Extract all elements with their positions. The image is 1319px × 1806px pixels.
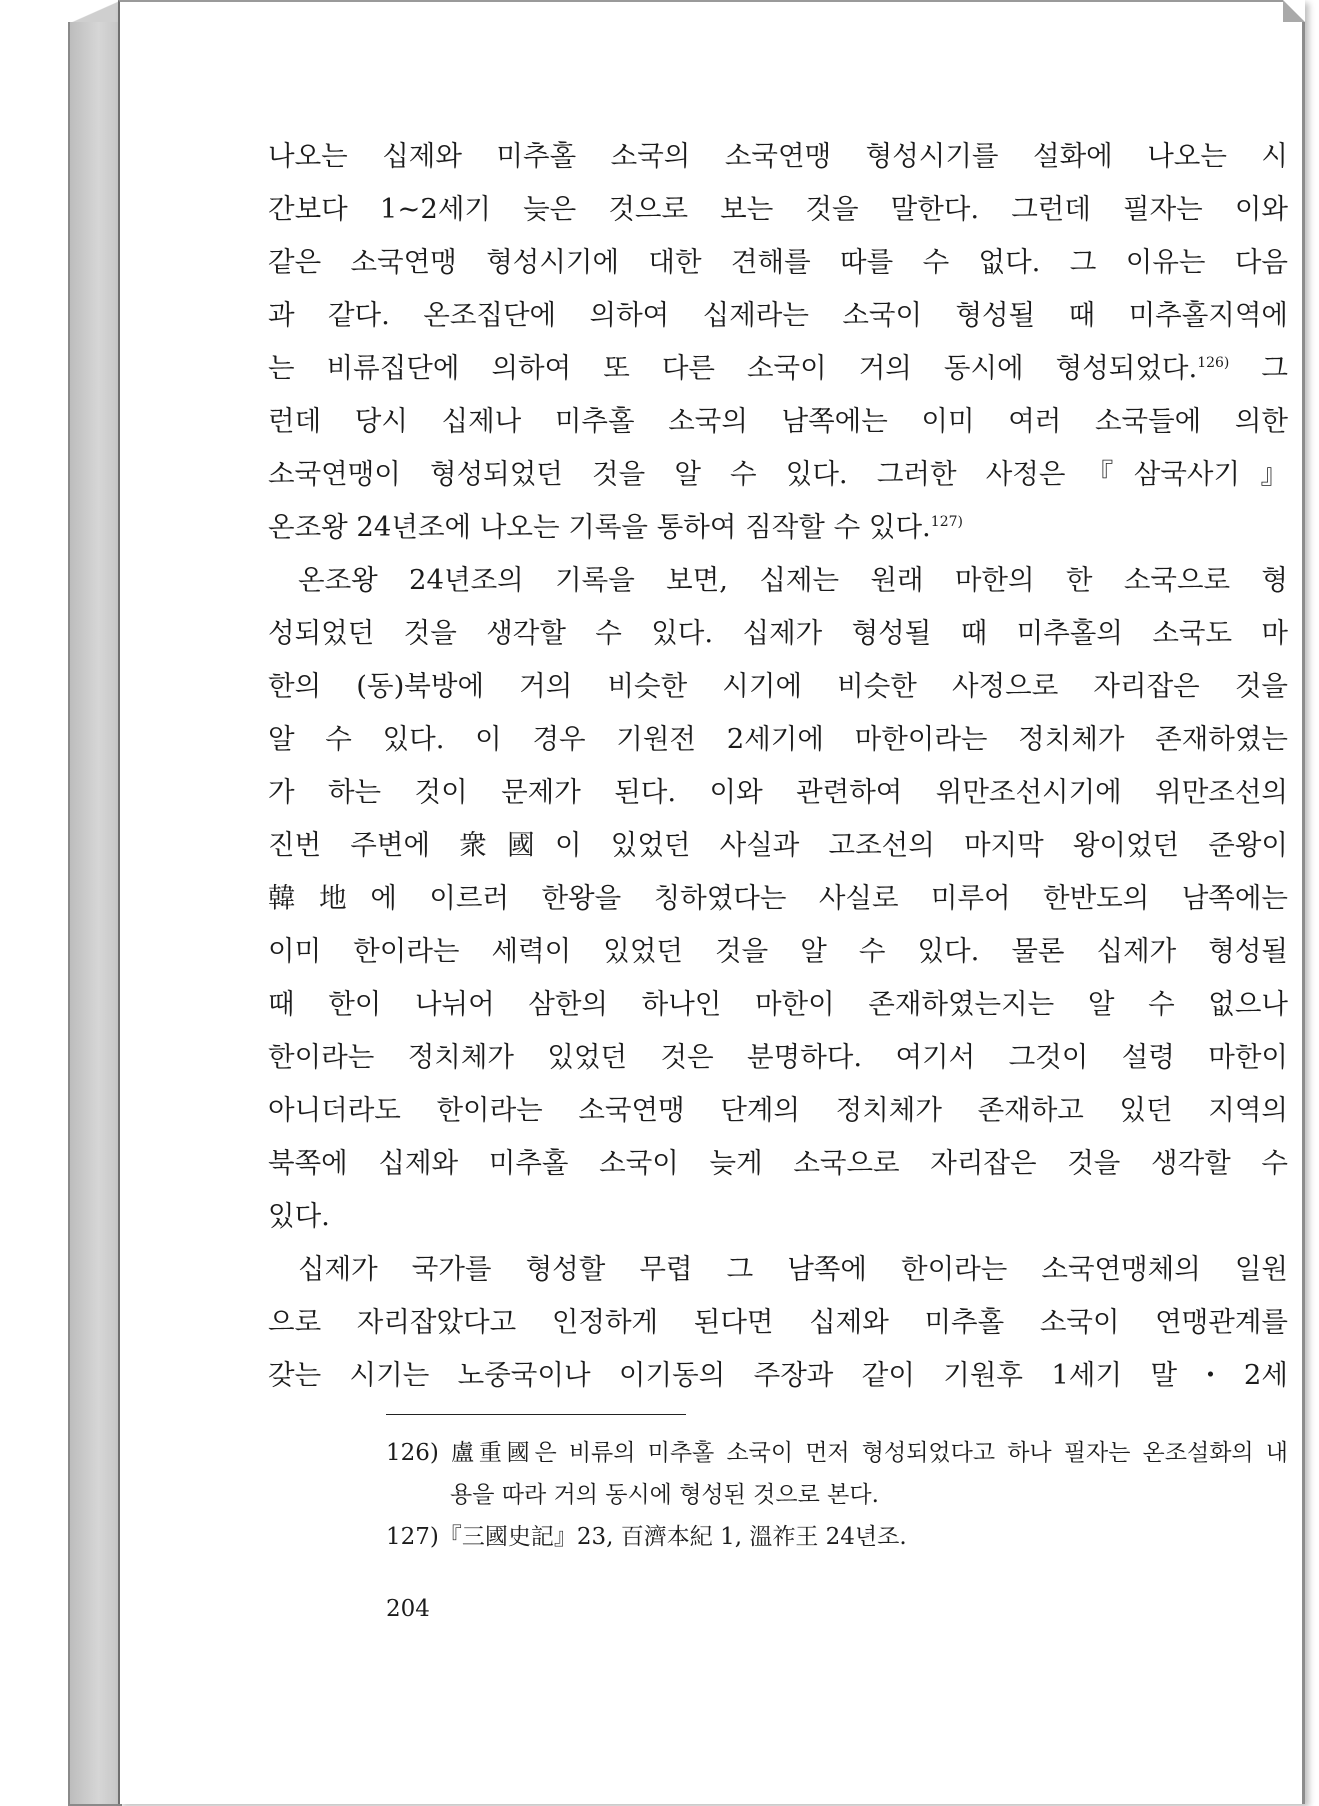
footnote-text: 『三國史記』23, 百濟本紀 1, 溫祚王 24년조.: [438, 1524, 907, 1550]
text-line: 런데 당시 십제나 미추홀 소국의 남쪽에는 이미 여러 소국들에 의한: [268, 405, 1288, 437]
footnote-ref-127[interactable]: 127): [930, 513, 963, 530]
book-spine-top: [68, 0, 122, 24]
text-line: 온조왕 24년조의 기록을 보면, 십제는 원래 마한의 한 소국으로 형: [298, 564, 1288, 596]
text-segment: 온조왕 24년조에 나오는 기록을 통하여 짐작할 수 있다.: [268, 511, 931, 543]
text-line: 아니더라도 한이라는 소국연맹 단계의 정치체가 존재하고 있던 지역의: [268, 1094, 1288, 1126]
text-line: 韓地에 이르러 한왕을 칭하였다는 사실로 미루어 한반도의 남쪽에는: [268, 882, 1288, 914]
text-line: 같은 소국연맹 형성시기에 대한 견해를 따를 수 없다. 그 이유는 다음: [268, 246, 1288, 278]
footnote-label: 126): [386, 1440, 439, 1466]
book-page: [118, 0, 1305, 1804]
footnote-label: 127): [386, 1524, 439, 1550]
text-line: 때 한이 나뉘어 삼한의 하나인 마한이 존재하였는지는 알 수 없으나: [268, 988, 1288, 1020]
book-spine: [68, 22, 122, 1806]
footnotes: [386, 1432, 1288, 1558]
footnote-text: 盧重國은 비류의 미추홀 소국이 먼저 형성되었다고 하나 필자는 온조설화의 내: [451, 1440, 1289, 1466]
body-text: [268, 130, 1288, 1402]
text-line: 성되었던 것을 생각할 수 있다. 십제가 형성될 때 미추홀의 소국도 마: [268, 617, 1288, 649]
text-line: 이미 한이라는 세력이 있었던 것을 알 수 있다. 물론 십제가 형성될: [268, 935, 1288, 967]
text-line: 나오는 십제와 미추홀 소국의 소국연맹 형성시기를 설화에 나오는 시: [268, 140, 1288, 172]
text-line: 갖는 시기는 노중국이나 이기동의 주장과 같이 기원후 1세기 말・2세: [268, 1359, 1288, 1391]
footnote-divider: [386, 1414, 686, 1415]
text-segment: 는 비류집단에 의하여 또 다른 소국이 거의 동시에 형성되었다.: [268, 352, 1198, 384]
text-line: 가 하는 것이 문제가 된다. 이와 관련하여 위만조선시기에 위만조선의: [268, 776, 1288, 808]
text-line: 한의 (동)북방에 거의 비슷한 시기에 비슷한 사정으로 자리잡은 것을: [268, 670, 1288, 702]
footnote-126: [386, 1432, 1288, 1474]
text-line: [268, 342, 1288, 395]
text-line: 십제가 국가를 형성할 무렵 그 남쪽에 한이라는 소국연맹체의 일원: [298, 1253, 1288, 1285]
text-line: 진번 주변에 衆國이 있었던 사실과 고조선의 마지막 왕이었던 준왕이: [268, 829, 1288, 861]
footnote-127: [386, 1516, 1288, 1558]
text-line: [268, 501, 1288, 554]
text-segment: 그: [1229, 352, 1288, 384]
text-line: 으로 자리잡았다고 인정하게 된다면 십제와 미추홀 소국이 연맹관계를: [268, 1306, 1288, 1338]
text-line: 알 수 있다. 이 경우 기원전 2세기에 마한이라는 정치체가 존재하였는: [268, 723, 1288, 755]
text-line: 과 같다. 온조집단에 의하여 십제라는 소국이 형성될 때 미추홀지역에: [268, 299, 1288, 331]
page-number: 204: [386, 1596, 430, 1622]
text-line: 북쪽에 십제와 미추홀 소국이 늦게 소국으로 자리잡은 것을 생각할 수: [268, 1147, 1288, 1179]
text-line: 소국연맹이 형성되었던 것을 알 수 있다. 그러한 사정은『삼국사기』: [268, 458, 1288, 490]
footnote-126-continued: 용을 따라 거의 동시에 형성된 것으로 본다.: [450, 1482, 879, 1508]
text-line: 간보다 1~2세기 늦은 것으로 보는 것을 말한다. 그런데 필자는 이와: [268, 193, 1288, 225]
page-corner: [1283, 0, 1305, 22]
text-line: 한이라는 정치체가 있었던 것은 분명하다. 여기서 그것이 설령 마한이: [268, 1041, 1288, 1073]
footnote-ref-126[interactable]: 126): [1197, 354, 1230, 371]
text-line: 있다.: [268, 1200, 330, 1232]
